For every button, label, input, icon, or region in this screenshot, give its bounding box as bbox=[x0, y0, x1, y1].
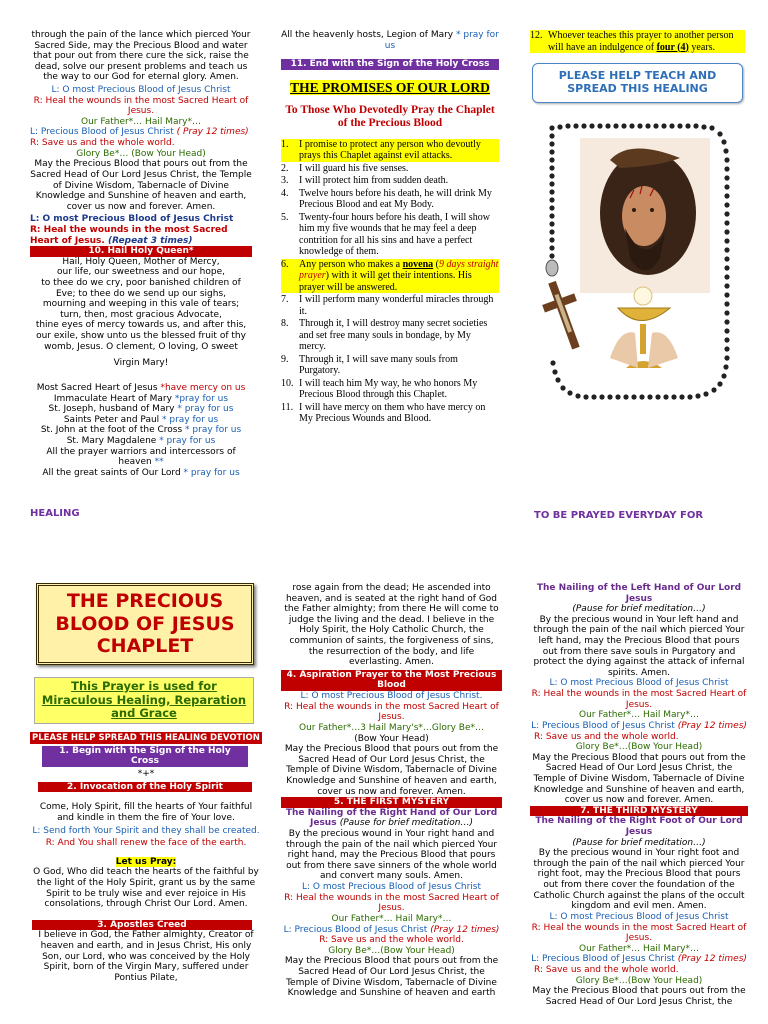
intro-text: through the pain of the lance which pierced Your Sacred Side, may the Precious Blood and water that pour out from there cure the sick, raise the dead, solve our present problems and teach us the way to our God for eternal glory. Amen. bbox=[31, 30, 251, 83]
promise-item: 3. I will protect him from sudden death. bbox=[281, 175, 449, 187]
hail-holy-queen-line: our exile, show unto us the blessed fruit of thy bbox=[36, 331, 246, 342]
litany-item: Saints Peter and Paul * pray for us bbox=[63, 414, 219, 425]
bow-head-line: (Bow Your Head) bbox=[354, 733, 429, 744]
litany-list bbox=[30, 383, 252, 478]
litany-item: St. John at the foot of the Cross * pray for us bbox=[40, 425, 242, 436]
promise-item: 2. I will guard his five senses. bbox=[281, 162, 409, 174]
chaplet-title-box: THE PRECIOUS BLOOD OF JESUS CHAPLET bbox=[36, 583, 254, 665]
apostles-creed-text: I believe in God, the Father almighty, Creator of heaven and earth, and in Jesus Christ, His only Son, our Lord, who was conceived by the Holy Spirit, born of the Virgin Mary, suffered under Pontius Pilate, bbox=[38, 930, 254, 983]
hail-holy-queen-line: Virgin Mary! bbox=[113, 358, 169, 369]
save-us-line: R: Save us and the whole world. bbox=[30, 138, 175, 149]
pause-line: (Pause for brief meditation…) bbox=[572, 837, 706, 848]
litany-item: Most Sacred Heart of Jesus *have mercy on us bbox=[36, 382, 246, 393]
column-3-top bbox=[530, 30, 745, 530]
response-line: R: Heal the wounds in the most Sacred Heart of Jesus. bbox=[284, 892, 499, 914]
hail-holy-queen-line: womb, Jesus. O clement, O loving, O sweet bbox=[44, 341, 238, 352]
used-for-box: This Prayer is used for Miraculous Healing, Reparation and Grace bbox=[34, 677, 254, 724]
send-forth-line: L: Send forth Your Spirit and they shall be created. bbox=[32, 825, 260, 836]
promises-list bbox=[281, 139, 499, 425]
step2-heading: 2. Invocation of the Holy Spirit bbox=[38, 782, 252, 793]
glory-be-line: Glory Be*…(Bow Your Head) bbox=[575, 975, 703, 986]
precious-blood-line: L: Precious Blood of Jesus Christ (Pray 12 times) bbox=[531, 720, 747, 731]
creed-continued-text: rose again from the dead; He ascended into heaven, and is seated at the right hand of God the Father almighty; from there He will come to judge the living and the dead. I believe in the Holy Spirit, the Holy Catholic Church, the communion of saints, the forgiveness of sins, the resurrection of the body, and life everlasting. Amen. bbox=[284, 583, 499, 668]
promise-item: 6. Any person who makes a novena (9 days straight prayer) with it will get their intentions. His prayer will be answered. bbox=[281, 258, 499, 293]
leader-line: L: O most Precious Blood of Jesus Christ bbox=[549, 911, 729, 922]
medal-icon bbox=[546, 260, 558, 276]
response-line: R: Heal the wounds in the most Sacred Heart of Jesus. bbox=[531, 922, 747, 944]
may-precious-blood-text: May the Precious Blood that pours out from the Sacred Head of Our Lord Jesus Christ, the Temple of Divine Wisdom, Tabernacle of Divine Knowledge and Sunshine of heaven and earth, cover us now and forever. Amen. bbox=[30, 159, 252, 212]
column-3-bottom bbox=[530, 583, 748, 1024]
our-father-line: Our Father*…3 Hail Mary's*…Glory Be*… bbox=[299, 722, 484, 733]
promise-item: 7. I will perform many wonderful miracles through it. bbox=[281, 294, 494, 317]
pray-everyday-label: TO BE PRAYED EVERYDAY FOR bbox=[534, 510, 704, 521]
promise-item: 10. I will teach him My way, he who honors My Precious Blood through this Chaplet. bbox=[281, 377, 478, 401]
our-father-line: Our Father*… Hail Mary*… bbox=[579, 710, 699, 721]
rosary-jesus-image bbox=[530, 118, 745, 418]
promise-item: 1. I promise to protect any person who devoutly prays this Chaplet against evil attacks. bbox=[281, 139, 499, 162]
spread-devotion-bar: PLEASE HELP SPREAD THIS HEALING DEVOTION bbox=[30, 732, 262, 744]
litany-item: St. Joseph, husband of Mary * pray for us bbox=[48, 404, 234, 415]
hail-holy-queen-line: turn, then, most gracious Advocate, bbox=[60, 309, 222, 320]
promise-item: 4. Twelve hours before his death, he will drink My Precious Blood and eat My Body. bbox=[281, 187, 492, 211]
jesus-portrait-image bbox=[580, 138, 710, 293]
leader-line: L: O most Precious Blood of Jesus Christ bbox=[51, 85, 231, 96]
litany-item: Immaculate Heart of Mary *pray for us bbox=[53, 393, 229, 404]
mystery-body-text: By the precious wound in Your right foot and through the pain of the nail which pierced Your right foot, may the Precious Blood that pours out from there cover the foundation of the Catholic Church against the plans of the occult kingdom and evil men. Amen. bbox=[533, 848, 745, 912]
litany-item: All the great saints of Our Lord * pray for us bbox=[42, 467, 240, 478]
heavenly-hosts-line: All the heavenly hosts, Legion of Mary * pray for us bbox=[281, 30, 499, 51]
renew-line: R: And You shall renew the face of the earth. bbox=[45, 838, 247, 849]
o-god-text: O God, Who did teach the hearts of the faithful by the light of the Holy Spirit, grant us by the same Spirit to be truly wise and ever rejoice in His consolations, through Christ Our Lord. Amen. bbox=[33, 867, 259, 910]
precious-blood-line: L: Precious Blood of Jesus Christ (Pray 12 times) bbox=[531, 954, 747, 965]
response-line: R: Heal the wounds in the most Sacred Heart of Jesus. bbox=[284, 701, 499, 723]
promise-item: 5. Twenty-four hours before his death, I will show him my five wounds that he may feel a deep contrition for all his sins and have a perfect knowledge of them. bbox=[281, 211, 490, 258]
save-us-line: R: Save us and the whole world. bbox=[534, 964, 679, 975]
promises-subtitle: To Those Who Devotedly Pray the Chaplet of the Precious Blood bbox=[285, 103, 495, 130]
our-father-line: Our Father*… Hail Mary*… bbox=[579, 943, 699, 954]
may-precious-blood-text: May the Precious Blood that pours out from the Sacred Head of Our Lord Jesus Christ, the Temple of Divine Wisdom, Tabernacle of Divine Knowledge and Sunshine of heaven and earth, cover us now and forever. Amen. bbox=[284, 744, 499, 797]
may-precious-blood-text: May the Precious Blood that pours out from the Sacred Head of Our Lord Jesus Christ, the Temple of Divine Wisdom, Tabernacle of Divine Knowledge and Sunshine of heaven and earth bbox=[284, 956, 499, 999]
pause-line: (Pause for brief meditation…) bbox=[572, 604, 706, 615]
step1-heading: 1. Begin with the Sign of the Holy Cross bbox=[42, 746, 248, 767]
leader-line-bold: L: O most Precious Blood of Jesus Christ bbox=[30, 214, 234, 225]
save-us-line: R: Save us and the whole world. bbox=[319, 935, 464, 946]
response-line: R: Heal the wounds in the most Sacred Heart of Jesus. bbox=[531, 689, 747, 710]
column-1-top bbox=[30, 30, 252, 535]
hail-holy-queen-text bbox=[30, 257, 252, 369]
leader-line: L: O most Precious Blood of Jesus Christ. bbox=[300, 691, 483, 702]
our-father-line: Our Father*… Hail Mary*… bbox=[331, 913, 452, 924]
precious-blood-line: L: Precious Blood of Jesus Christ (Pray 12 times) bbox=[283, 924, 500, 935]
our-father-line: Our Father*… Hail Mary*… bbox=[81, 116, 201, 127]
chalice-icon bbox=[610, 287, 678, 368]
response-line-bold: R: Heal the wounds in the most Sacred Heart of Jesus. (Repeat 3 times) bbox=[30, 224, 228, 246]
promise-12: 12. Whoever teaches this prayer to another person will have an indulgence of four (4) years. bbox=[530, 30, 745, 53]
mystery-body-text: By the precious wound in Your left hand and through the pain of the nail which pierced Your left hand, may the Precious Blood that pours out from there save souls in Purgatory and protect the dying against the attack of infernal spirits. Amen. bbox=[533, 614, 745, 678]
first-mystery-heading: 5. THE FIRST MYSTERY bbox=[281, 797, 502, 808]
litany-item: St. Mary Magdalene * pray for us bbox=[66, 435, 216, 446]
mystery-title: The Nailing of the Right Hand of Our Lord Jesus (Pause for brief meditation…) bbox=[285, 807, 498, 829]
leader-line: L: O most Precious Blood of Jesus Christ bbox=[301, 882, 482, 893]
mystery-title: The Nailing of the Left Hand of Our Lord Jesus bbox=[536, 583, 742, 604]
may-precious-blood-text: May the Precious Blood that pours out from the Sacred Head of Our Lord Jesus Christ, the Temple of Divine Wisdom, Tabernacle of Divine Knowledge and Sunshine of heaven and earth, cover us now and forever. Amen. bbox=[532, 752, 746, 806]
leader-line: L: O most Precious Blood of Jesus Christ bbox=[549, 678, 729, 689]
column-1-bottom bbox=[30, 583, 262, 1024]
cross-symbol: *+* bbox=[137, 769, 155, 780]
glory-be-line: Glory Be*…(Bow Your Head) bbox=[328, 945, 455, 956]
hail-holy-queen-line: thine eyes of mercy towards us, and after this, bbox=[35, 320, 247, 331]
column-2-bottom bbox=[281, 583, 502, 1024]
promise-item: 9. Through it, I will save many souls from Purgatory. bbox=[281, 353, 458, 377]
column-2-top bbox=[281, 30, 499, 510]
mystery-body-text: By the precious wound in Your right hand and through the pain of the nail which pierced Your right hand, may the Precious Blood that pours out from there save sinners of the whole world and convert many souls. Amen. bbox=[286, 829, 497, 882]
step3-heading: 3. Apostles Creed bbox=[32, 920, 252, 931]
glory-be-line: Glory Be*…(Bow Your Head) bbox=[575, 742, 703, 753]
glory-be-line: Glory Be*… (Bow Your Head) bbox=[76, 148, 206, 159]
third-mystery-heading: 7. THE THIRD MYSTERY bbox=[530, 806, 748, 817]
hail-holy-queen-heading: 10. Hail Holy Queen* bbox=[30, 246, 252, 257]
help-teach-box: PLEASE HELP TEACH AND SPREAD THIS HEALING bbox=[532, 63, 743, 103]
hail-holy-queen-line: Eve; to thee do we send up our sighs, bbox=[55, 288, 227, 299]
come-holy-spirit-text: Come, Holy Spirit, fill the hearts of Your faithful and kindle in them the fire of Your love. bbox=[39, 802, 253, 823]
end-sign-of-cross-heading: 11. End with the Sign of the Holy Cross bbox=[281, 59, 499, 70]
promises-title: THE PROMISES OF OUR LORD bbox=[290, 79, 490, 95]
hail-holy-queen-line: mourning and weeping in this vale of tears; bbox=[42, 299, 240, 310]
hail-holy-queen-line: to thee do we cry, poor banished children of bbox=[41, 278, 241, 289]
step4-heading: 4. Aspiration Prayer to the Most Precious Blood bbox=[281, 670, 502, 691]
hail-holy-queen-line: our life, our sweetness and our hope, bbox=[57, 267, 225, 278]
hail-holy-queen-line: Hail, Holy Queen, Mother of Mercy, bbox=[62, 256, 220, 267]
litany-item: All the prayer warriors and intercessors of heaven ** bbox=[46, 446, 236, 468]
precious-blood-line: L: Precious Blood of Jesus Christ ( Pray 12 times) bbox=[30, 127, 249, 138]
promise-item: 11. I will have mercy on them who have mercy on My Precious Wounds and Blood. bbox=[281, 401, 486, 425]
response-line: R: Heal the wounds in the most Sacred Heart of Jesus. bbox=[33, 95, 249, 117]
healing-label: HEALING bbox=[30, 508, 80, 520]
let-us-pray-label: Let us Pray: bbox=[115, 856, 177, 867]
promise-item: 8. Through it, I will destroy many secret societies and set free many souls in bondage, by My mercy. bbox=[281, 318, 488, 353]
may-precious-blood-text: May the Precious Blood that pours out from the Sacred Head of Our Lord Jesus Christ, the bbox=[532, 986, 746, 1007]
mystery-title: The Nailing of the Right Foot of Our Lord Jesus bbox=[535, 816, 743, 838]
save-us-line: R: Save us and the whole world. bbox=[534, 731, 679, 742]
